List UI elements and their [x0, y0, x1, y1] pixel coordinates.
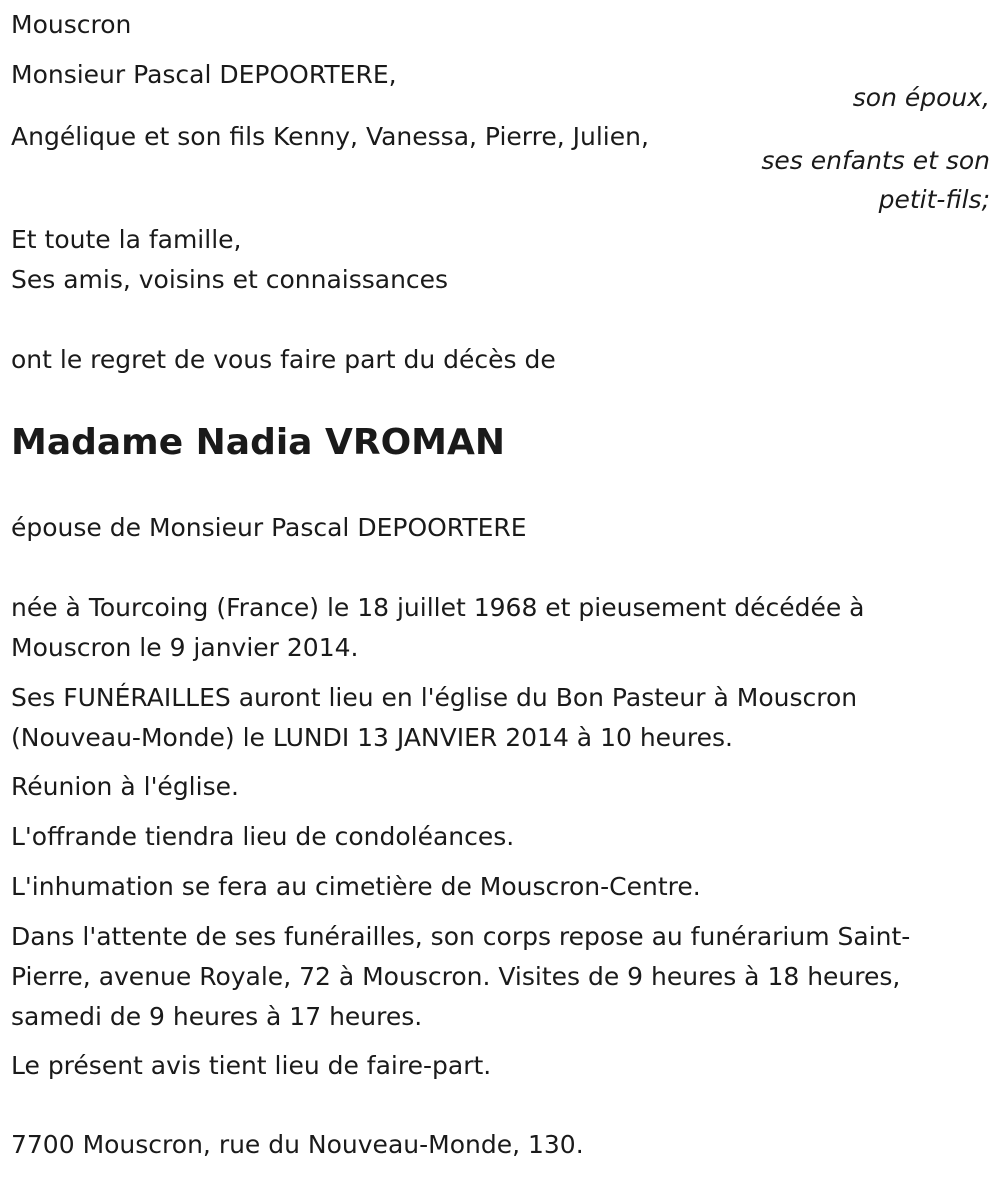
spouse-of-line: épouse de Monsieur Pascal DEPOORTERE: [11, 513, 527, 542]
birth-death-paragraph: née à Tourcoing (France) le 18 juillet 1968 et pieusement décédée à Mouscron le 9 janvier 2014.: [11, 593, 865, 662]
deceased-name: Madame Nadia VROMAN: [11, 422, 505, 463]
children-names: Angélique et son fils Kenny, Vanessa, Pierre, Julien,: [11, 122, 649, 151]
family-line: Et toute la famille,: [11, 225, 242, 254]
meeting-line: Réunion à l'église.: [11, 772, 239, 801]
children-role-line2: petit-fils;: [878, 185, 990, 214]
notice-line: Le présent avis tient lieu de faire-part.: [11, 1051, 492, 1080]
visits-paragraph: Dans l'attente de ses funérailles, son corps repose au funérarium Saint-Pierre, avenue Royale, 72 à Mouscron. Visites de 9 heures à 18 heures, samedi de 9 heures à 17 heures.: [11, 922, 911, 1031]
friends-line: Ses amis, voisins et connaissances: [11, 265, 449, 294]
address-footer: 7700 Mouscron, rue du Nouveau-Monde, 130.: [11, 1130, 584, 1159]
announcement-intro: ont le regret de vous faire part du décès de: [11, 345, 556, 374]
offering-line: L'offrande tiendra lieu de condoléances.: [11, 822, 515, 851]
city-header: Mouscron: [11, 10, 132, 39]
husband-role: son époux,: [852, 83, 990, 112]
funeral-paragraph: Ses FUNÉRAILLES auront lieu en l'église du Bon Pasteur à Mouscron (Nouveau-Monde) le LUNDI 13 JANVIER 2014 à 10 heures.: [11, 683, 858, 752]
children-role-line1: ses enfants et son: [761, 146, 990, 175]
burial-line: L'inhumation se fera au cimetière de Mouscron-Centre.: [11, 872, 701, 901]
husband-name: Monsieur Pascal DEPOORTERE,: [11, 60, 397, 89]
